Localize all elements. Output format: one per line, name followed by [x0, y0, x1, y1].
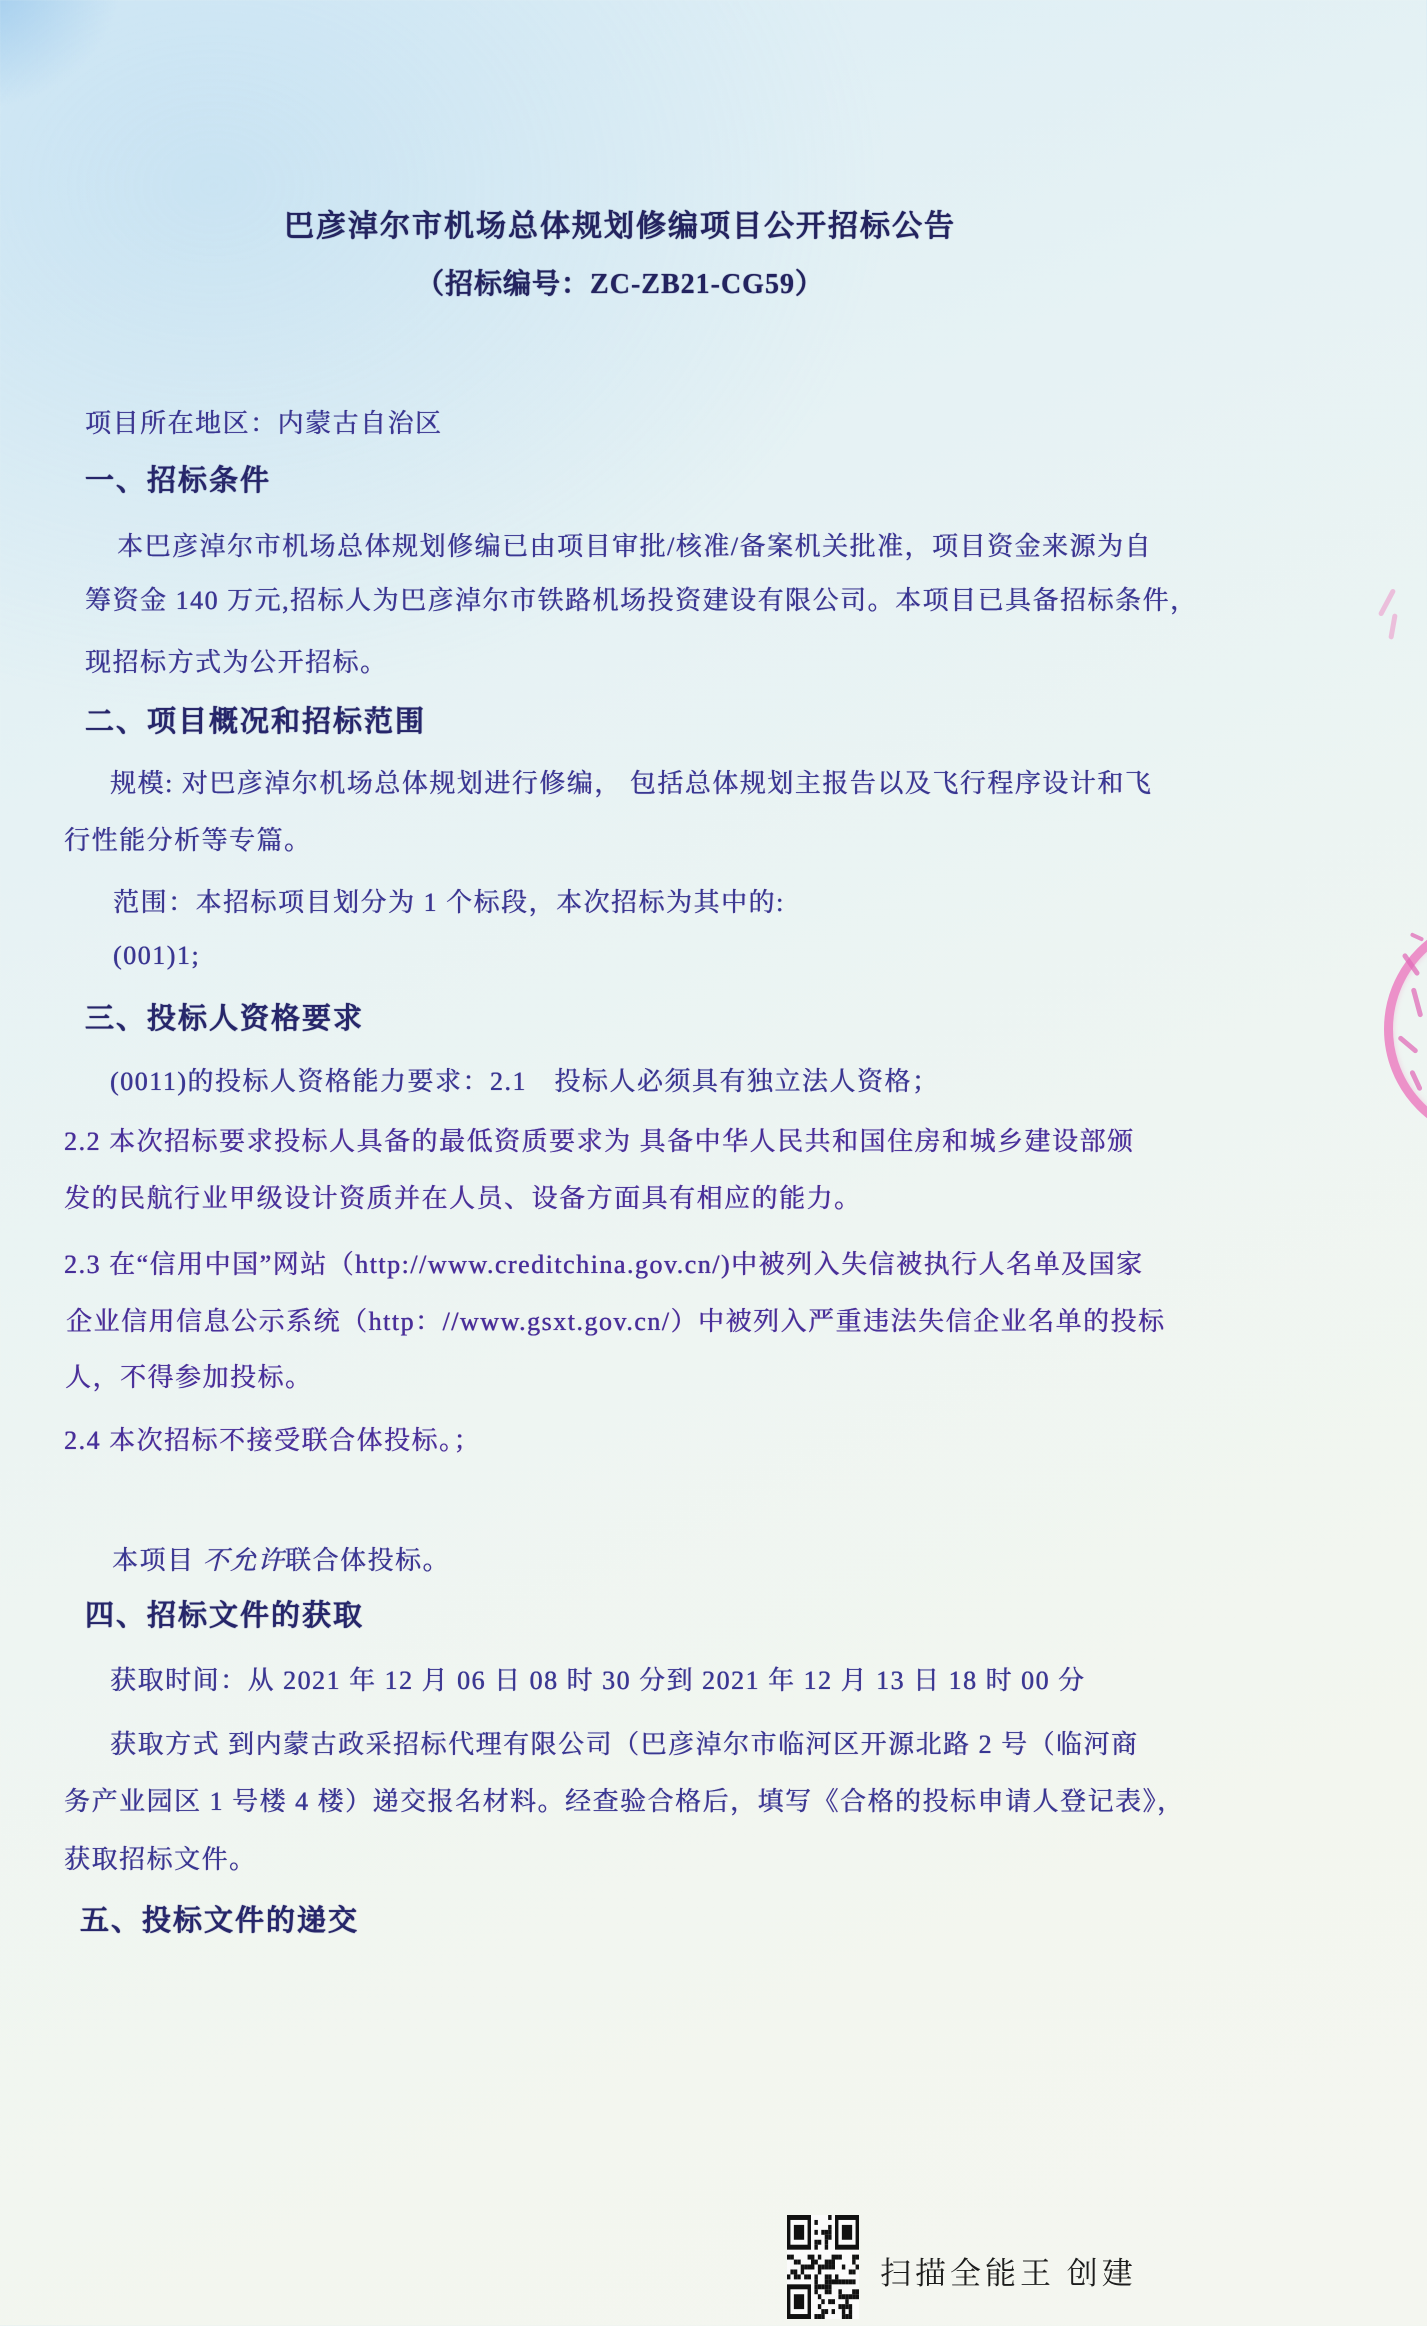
body-line: 本巴彦淖尔市机场总体规划修编已由项目审批/核准/备案机关批准，项目资金来源为自: [117, 532, 1152, 561]
body-line: 行性能分析等专篇。: [64, 826, 312, 855]
body-line: 获取招标文件。: [64, 1845, 257, 1874]
section-heading: 五、投标文件的递交: [80, 1905, 360, 1937]
section-heading: 三、投标人资格要求: [85, 1003, 365, 1035]
body-line: 规模: 对巴彦淖尔机场总体规划进行修编， 包括总体规划主报告以及飞行程序设计和飞: [110, 769, 1153, 798]
tender-number: （招标编号：ZC-ZB21-CG59）: [416, 269, 824, 300]
body-line: 项目所在地区：内蒙古自治区: [85, 409, 443, 438]
clause-line: 人，不得参加投标。: [65, 1363, 313, 1392]
clause-line: 2.2 本次招标要求投标人具备的最低资质要求为 具备中华人民共和国住房和城乡建设部颁: [64, 1127, 1135, 1156]
body-line: 获取时间：从 2021 年 12 月 06 日 08 时 30 分到 2021 年 12 月 13 日 18 时 00 分: [110, 1666, 1086, 1695]
clause-line: 2.4 本次招标不接受联合体投标。；: [64, 1426, 482, 1455]
section-heading: 二、项目概况和招标范围: [85, 706, 427, 738]
qr-code: [787, 2215, 859, 2319]
clause-line: 企业信用信息公示系统（http：//www.gsxt.gov.cn/）中被列入严重违法失信企业名单的投标: [66, 1307, 1166, 1336]
body-line: 本项目 不允许联合体投标。: [112, 1546, 451, 1575]
body-line: (0011)的投标人资格能力要求：2.1 投标人必须具有独立法人资格；: [110, 1067, 940, 1096]
body-line: 务产业园区 1 号楼 4 楼）递交报名材料。经查验合格后，填写《合格的投标申请人登记表》，: [64, 1787, 1185, 1816]
body-line: (001)1;: [113, 941, 201, 970]
body-line: 筹资金 140 万元,招标人为巴彦淖尔市铁路机场投资建设有限公司。本项目已具备招标条件，: [85, 586, 1198, 615]
section-heading: 四、招标文件的获取: [85, 1600, 365, 1632]
body-line: 获取方式 到内蒙古政采招标代理有限公司（巴彦淖尔市临河区开源北路 2 号（临河商: [110, 1730, 1139, 1759]
body-line: 现招标方式为公开招标。: [85, 648, 388, 677]
clause-line: 2.3 在“信用中国”网站（http://www.creditchina.gov.cn/)中被列入失信被执行人名单及国家: [64, 1250, 1144, 1279]
body-line: 范围：本招标项目划分为 1 个标段，本次招标为其中的:: [113, 888, 785, 917]
section-heading: 一、招标条件: [85, 465, 272, 497]
clause-line: 发的民航行业甲级设计资质并在人员、设备方面具有相应的能力。: [64, 1184, 862, 1213]
doc-title: 巴彦淖尔市机场总体规划修编项目公开招标公告: [284, 210, 956, 243]
scanner-credit: 扫描全能王 创建: [880, 2256, 1137, 2291]
